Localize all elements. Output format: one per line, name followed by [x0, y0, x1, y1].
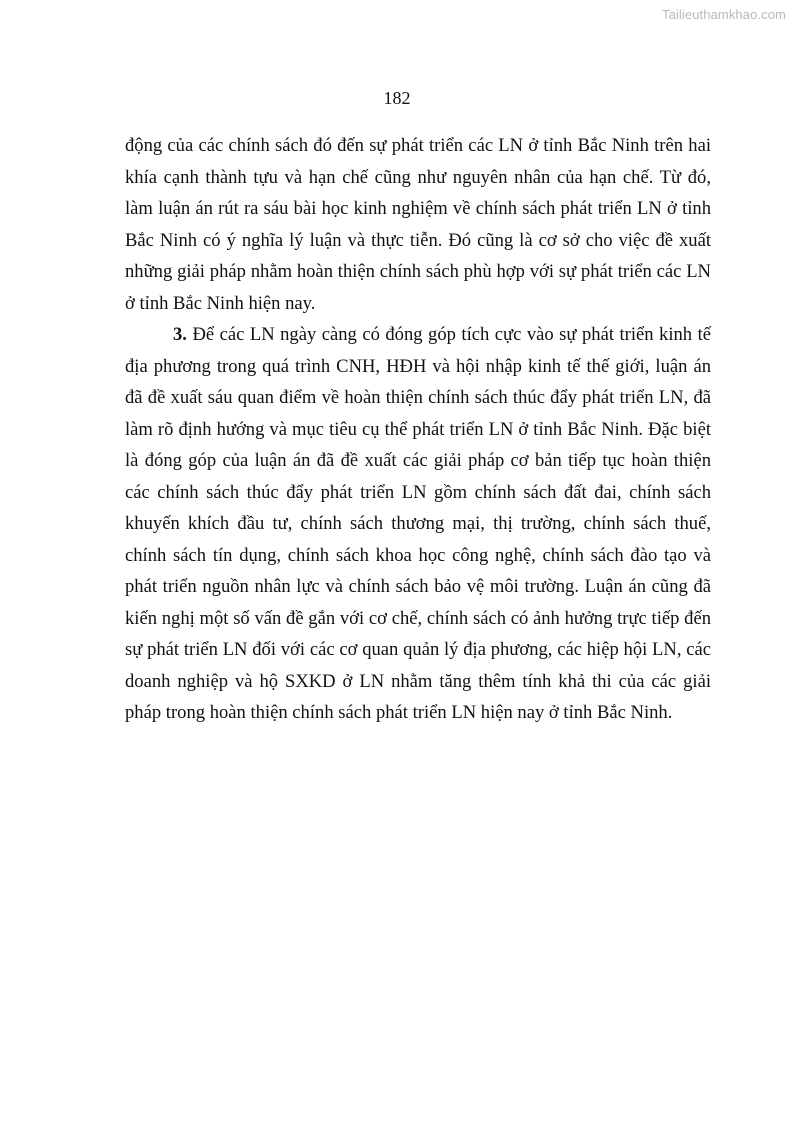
paragraph-1: động của các chính sách đó đến sự phát triển các LN ở tỉnh Bắc Ninh trên hai khía cạnh thành tựu và hạn chế cũng như nguyên nhân của hạn chế. Từ đó, làm luận án rút ra sáu bài học kinh nghiệm về chính sách phát triển LN ở tỉnh Bắc Ninh có ý nghĩa lý luận và thực tiễn. Đó cũng là cơ sở cho việc đề xuất những giải pháp nhằm hoàn thiện chính sách phù hợp với sự phát triển các LN ở tỉnh Bắc Ninh hiện nay.: [125, 135, 711, 314]
paragraph-2-text: Để các LN ngày càng có đóng góp tích cực vào sự phát triển kinh tế địa phương trong quá trình CNH, HĐH và hội nhập kinh tế thế giới, luận án đã đề xuất sáu quan điểm về hoàn thiện chính sách thúc đẩy phát triển LN, đã làm rõ định hướng và mục tiêu cụ thể phát triển LN ở tỉnh Bắc Ninh. Đặc biệt là đóng góp của luận án đã đề xuất các giải pháp cơ bản tiếp tục hoàn thiện các chính sách thúc đẩy phát triển LN gồm chính sách đất đai, chính sách khuyến khích đầu tư, chính sách thương mại, thị trường, chính sách thuế, chính sách tín dụng, chính sách khoa học công nghệ, chính sách đào tạo và phát triển nguồn nhân lực và chính sách bảo vệ môi trường. Luận án cũng đã kiến nghị một số vấn đề gắn với cơ chế, chính sách có ảnh hưởng trực tiếp đến sự phát triển LN đối với các cơ quan quản lý địa phương, các hiệp hội LN, các doanh nghiệp và hộ SXKD ở LN nhằm tăng thêm tính khả thi của các giải pháp trong hoàn thiện chính sách phát triển LN hiện nay ở tỉnh Bắc Ninh.: [125, 324, 711, 723]
paragraph-2-number: 3.: [173, 324, 187, 345]
body-text: [125, 130, 711, 729]
page-number: 182: [383, 88, 411, 108]
paragraph-2: [125, 319, 711, 729]
watermark: Tailieuthamkhao.com: [661, 7, 786, 22]
